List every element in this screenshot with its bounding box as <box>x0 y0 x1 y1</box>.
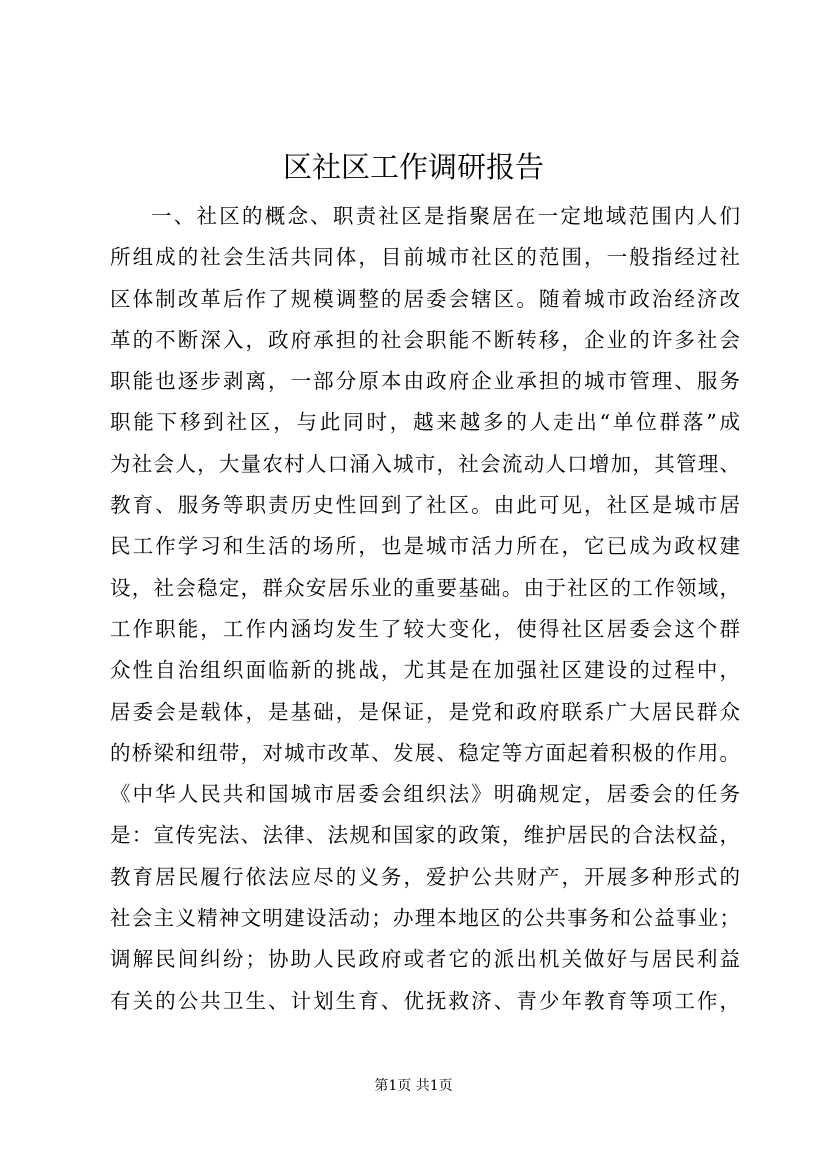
body-line: 工作职能，工作内涵均发生了较大变化，使得社区居委会这个群 <box>110 616 740 641</box>
body-line: 的桥梁和纽带，对城市改革、发展、稳定等方面起着积极的作用。 <box>110 740 740 765</box>
body-line: 设，社会稳定，群众安居乐业的重要基础。由于社区的工作领域， <box>110 575 740 600</box>
body-line: 教育、服务等职责历史性回到了社区。由此可见，社区是城市居 <box>110 493 740 518</box>
body-line: 众性自治组织面临新的挑战，尤其是在加强社区建设的过程中， <box>110 658 740 683</box>
body-line: 《中华人民共和国城市居委会组织法》明确规定，居委会的任务 <box>110 782 740 807</box>
body-line: 职能也逐步剥离，一部分原本由政府企业承担的城市管理、服务 <box>110 369 740 394</box>
page-number-footer: 第1页 共1页 <box>374 1078 453 1094</box>
body-line: 一、社区的概念、职责社区是指聚居在一定地域范围内人们 <box>151 204 740 228</box>
body-line: 区体制改革后作了规模调整的居委会辖区。随着城市政治经济改 <box>110 286 740 311</box>
body-line: 为社会人，大量农村人口涌入城市，社会流动人口增加，其管理、 <box>110 451 740 476</box>
document-body <box>110 196 740 1022</box>
body-line: 职能下移到社区，与此同时，越来越多的人走出“单位群落”成 <box>110 410 740 435</box>
body-line: 是：宣传宪法、法律、法规和国家的政策，维护居民的合法权益， <box>110 823 740 848</box>
body-line: 民工作学习和生活的场所，也是城市活力所在，它已成为政权建 <box>110 534 740 559</box>
body-line: 有关的公共卫生、计划生育、优抚救济、青少年教育等项工作， <box>110 988 740 1013</box>
body-line: 所组成的社会生活共同体，目前城市社区的范围，一般指经过社 <box>110 245 740 270</box>
body-line: 社会主义精神文明建设活动；办理本地区的公共事务和公益事业； <box>110 906 740 931</box>
body-line: 居委会是载体，是基础，是保证，是党和政府联系广大居民群众 <box>110 699 740 724</box>
body-line: 教育居民履行依法应尽的义务，爱护公共财产，开展多种形式的 <box>110 864 740 889</box>
body-line: 革的不断深入，政府承担的社会职能不断转移，企业的许多社会 <box>110 327 740 352</box>
body-line: 调解民间纠纷；协助人民政府或者它的派出机关做好与居民利益 <box>110 947 740 972</box>
document-title: 区社区工作调研报告 <box>282 150 544 184</box>
